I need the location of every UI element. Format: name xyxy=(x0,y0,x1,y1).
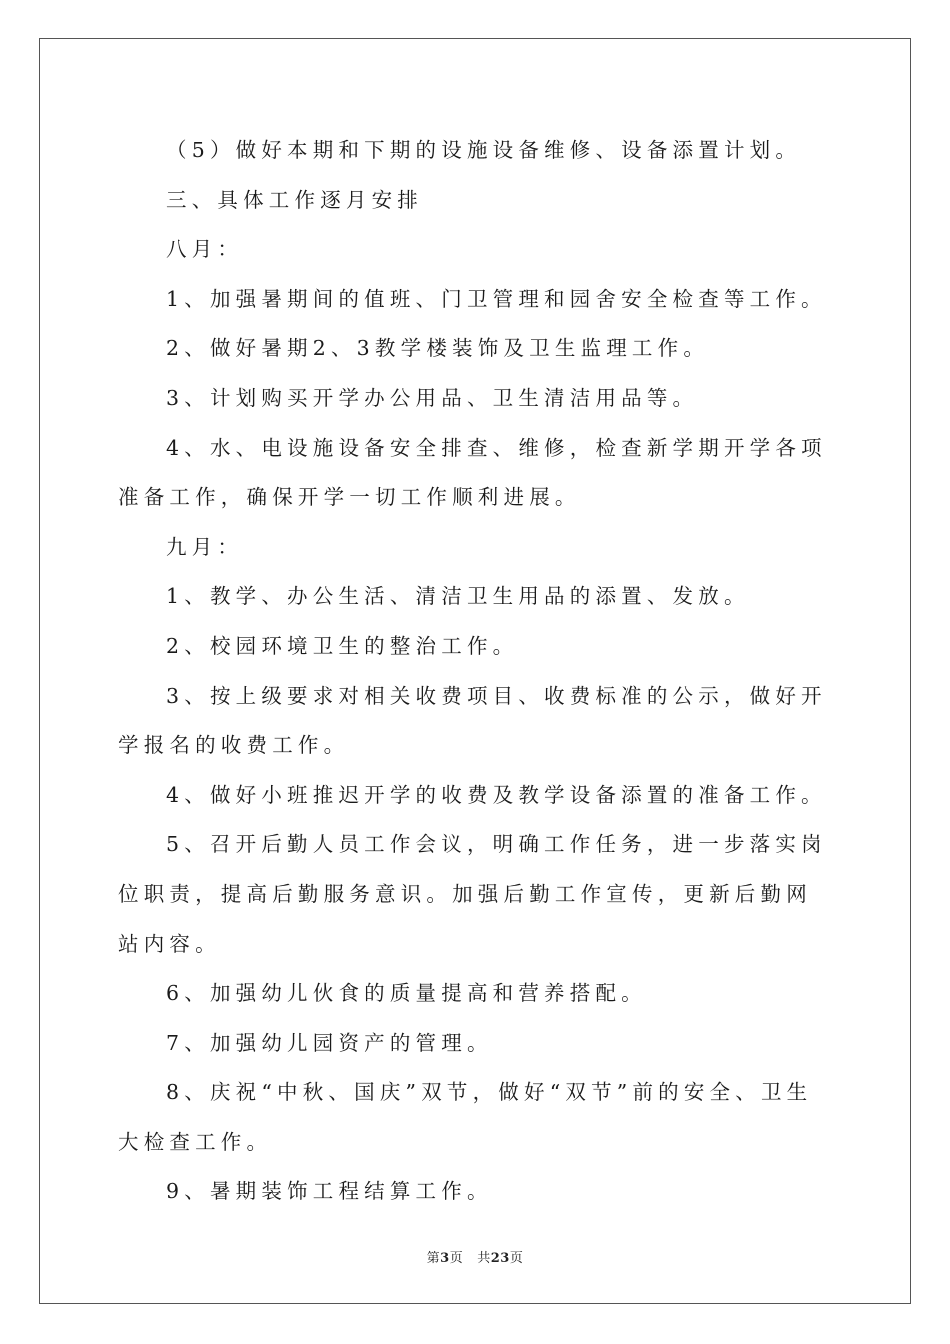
total-suffix: 页 xyxy=(509,1251,524,1266)
page-number: 3 xyxy=(440,1251,450,1266)
list-item: 9、暑期装饰工程结算工作。 xyxy=(166,1179,493,1204)
list-item: 4、做好小班推迟开学的收费及教学设备添置的准备工作。 xyxy=(166,782,827,807)
list-item: 3、按上级要求对相关收费项目、收费标准的公示，做好开学报名的收费工作。 xyxy=(118,683,827,758)
list-item: 8、庆祝“中秋、国庆”双节，做好“双节”前的安全、卫生大检查工作。 xyxy=(118,1080,813,1154)
list-item: 5、召开后勤人员工作会议，明确工作任务，进一步落实岗位职责，提高后勤服务意识。加强后勤工作宣传，更新后勤网站内容。 xyxy=(118,832,827,956)
list-item: 3、计划购买开学办公用品、卫生清洁用品等。 xyxy=(166,385,699,410)
page-suffix: 页 xyxy=(449,1251,464,1266)
list-item: 1、教学、办公生活、清洁卫生用品的添置、发放。 xyxy=(166,584,750,609)
paragraph: （5）做好本期和下期的设施设备维修、设备添置计划。 xyxy=(166,138,802,162)
list-item: 2、做好暑期2、3教学楼装饰及卫生监理工作。 xyxy=(166,336,710,361)
list-item: 7、加强幼儿园资产的管理。 xyxy=(166,1030,493,1055)
month-heading: 八月： xyxy=(166,237,244,262)
document-body xyxy=(118,126,836,1217)
section-heading: 三、具体工作逐月安排 xyxy=(166,187,423,212)
list-item: 1、加强暑期间的值班、门卫管理和园舍安全检查等工作。 xyxy=(166,286,827,311)
page-prefix: 第 xyxy=(426,1251,441,1266)
page-footer xyxy=(0,1247,950,1266)
list-item: 2、校园环境卫生的整治工作。 xyxy=(166,633,519,658)
list-item: 4、水、电设施设备安全排查、维修，检查新学期开学各项准备工作，确保开学一切工作顺利进展。 xyxy=(118,435,827,510)
list-item: 6、加强幼儿伙食的质量提高和营养搭配。 xyxy=(166,981,647,1006)
month-heading: 九月： xyxy=(166,534,244,559)
total-pages: 23 xyxy=(490,1251,510,1266)
total-prefix: 共 xyxy=(477,1251,491,1266)
